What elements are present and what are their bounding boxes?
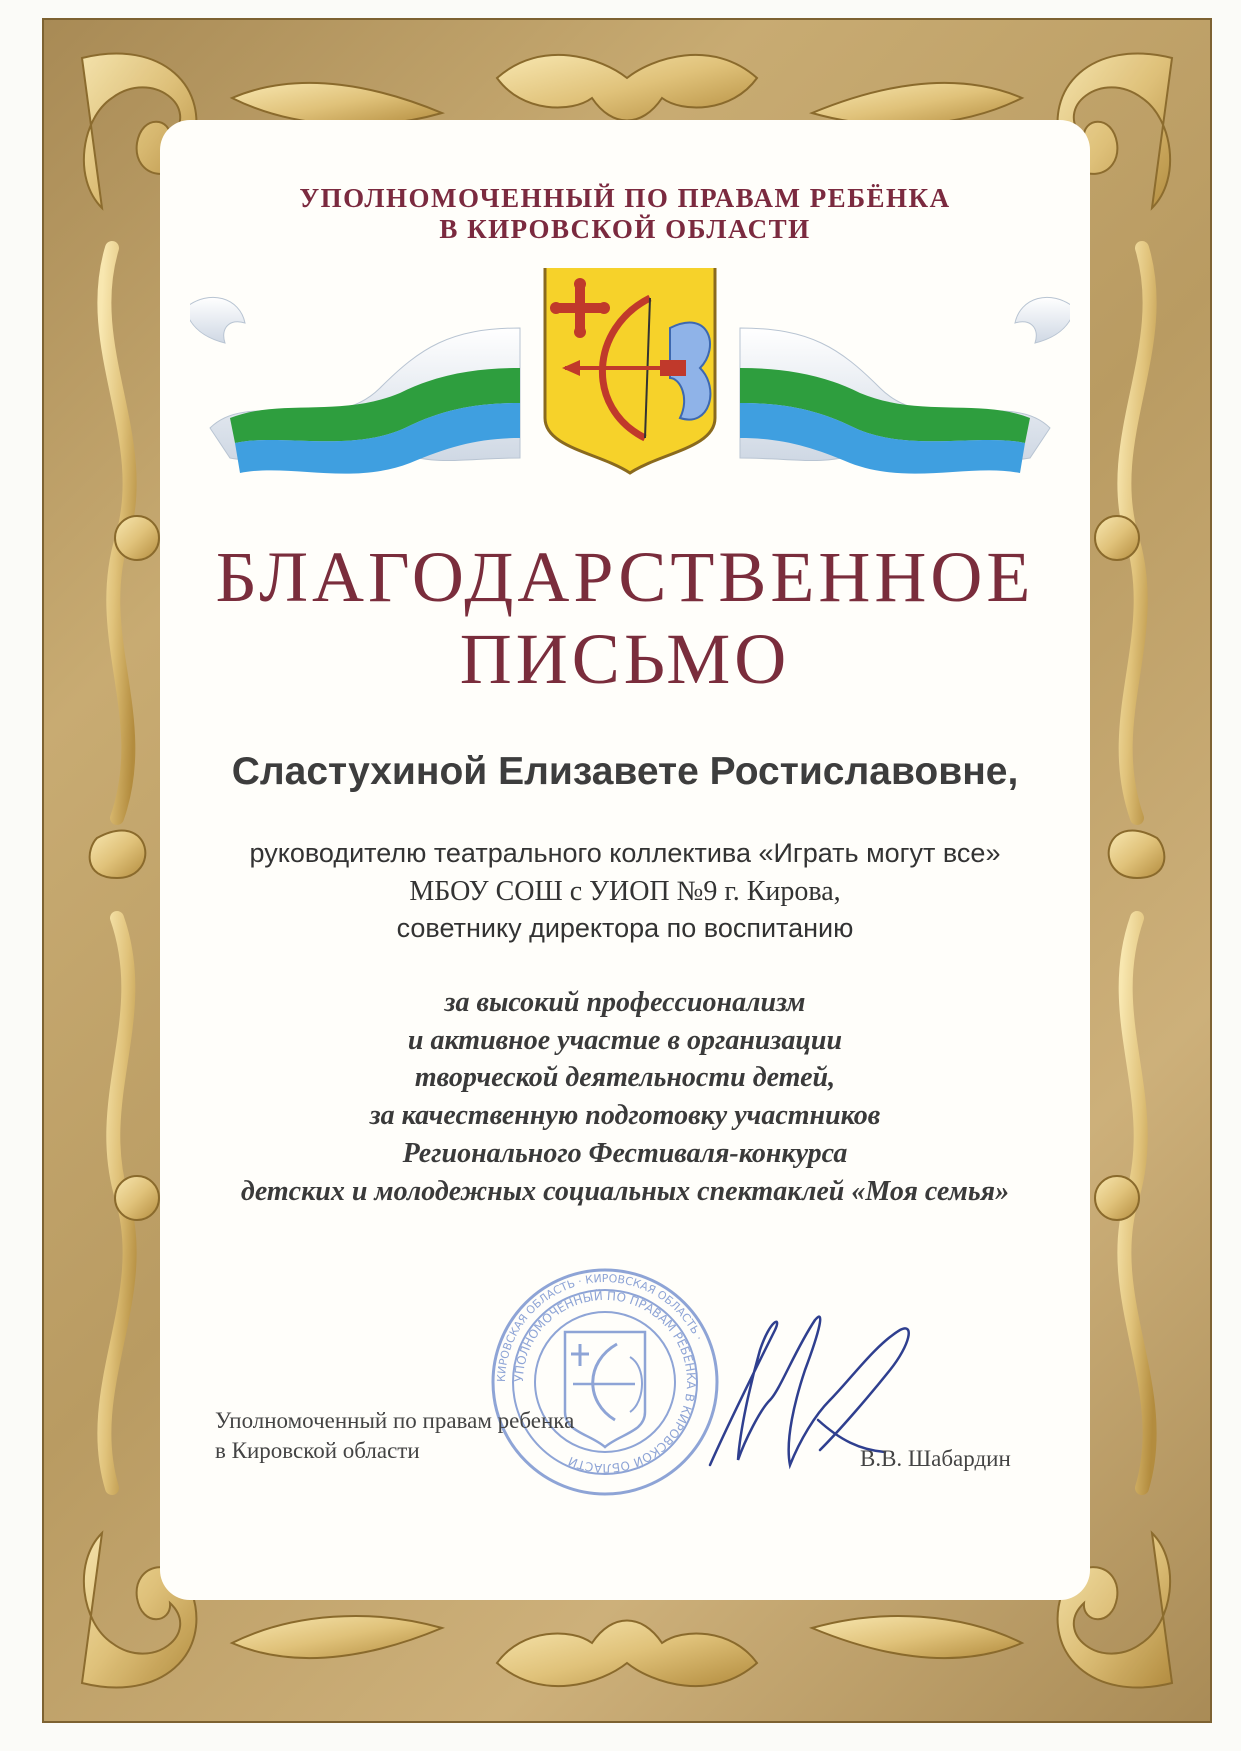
kirov-coat-of-arms-icon (545, 268, 715, 473)
issuer-title-line2: В КИРОВСКОЙ ОБЛАСТИ (439, 214, 811, 244)
reason-line-6: детских и молодежных социальных спектаклей «Моя семья» (240, 1176, 1010, 1207)
document-title-line1: БЛАГОДАРСТВЕННОЕ (215, 537, 1035, 617)
recipient-name: Сластухиной Елизавете Ростиславовне, (231, 750, 1019, 793)
seal-outer-text: КИРОВСКАЯ ОБЛАСТЬ · КИРОВСКАЯ ОБЛАСТЬ · (494, 1271, 706, 1383)
reason-line-3: творческой деятельности детей, (414, 1062, 836, 1093)
reason-line-5: Регионального Фестиваля-конкурса (402, 1138, 848, 1169)
signatory-name: В.В. Шабардин (860, 1446, 1011, 1471)
reason-line-2: и активное участие в организации (407, 1025, 843, 1056)
position-line-2: МБОУ СОШ с УИОП №9 г. Кирова, (409, 876, 841, 907)
official-seal-icon (485, 1262, 725, 1502)
reason-line-4: за качественную подготовку участников (369, 1100, 881, 1131)
issuer-title-line1: УПОЛНОМОЧЕННЫЙ ПО ПРАВАМ РЕБЁНКА (299, 183, 951, 213)
signatory-role-line2: в Кировской области (215, 1438, 420, 1463)
document-title-line2: ПИСЬМО (459, 619, 791, 699)
position-line-3: советнику директора по воспитанию (396, 913, 854, 943)
signatory-role-line1: Уполномоченный по правам ребенка (215, 1408, 575, 1433)
seal-inner-text: УПОЛНОМОЧЕННЫЙ ПО ПРАВАМ РЕБЕНКА В КИРОВСКОЙ ОБЛАСТИ (511, 1288, 699, 1476)
position-line-1: руководителю театрального коллектива «Играть могут все» (249, 838, 1001, 868)
reason-line-1: за высокий профессионализм (444, 987, 806, 1018)
regional-flag-banner (190, 268, 1070, 488)
